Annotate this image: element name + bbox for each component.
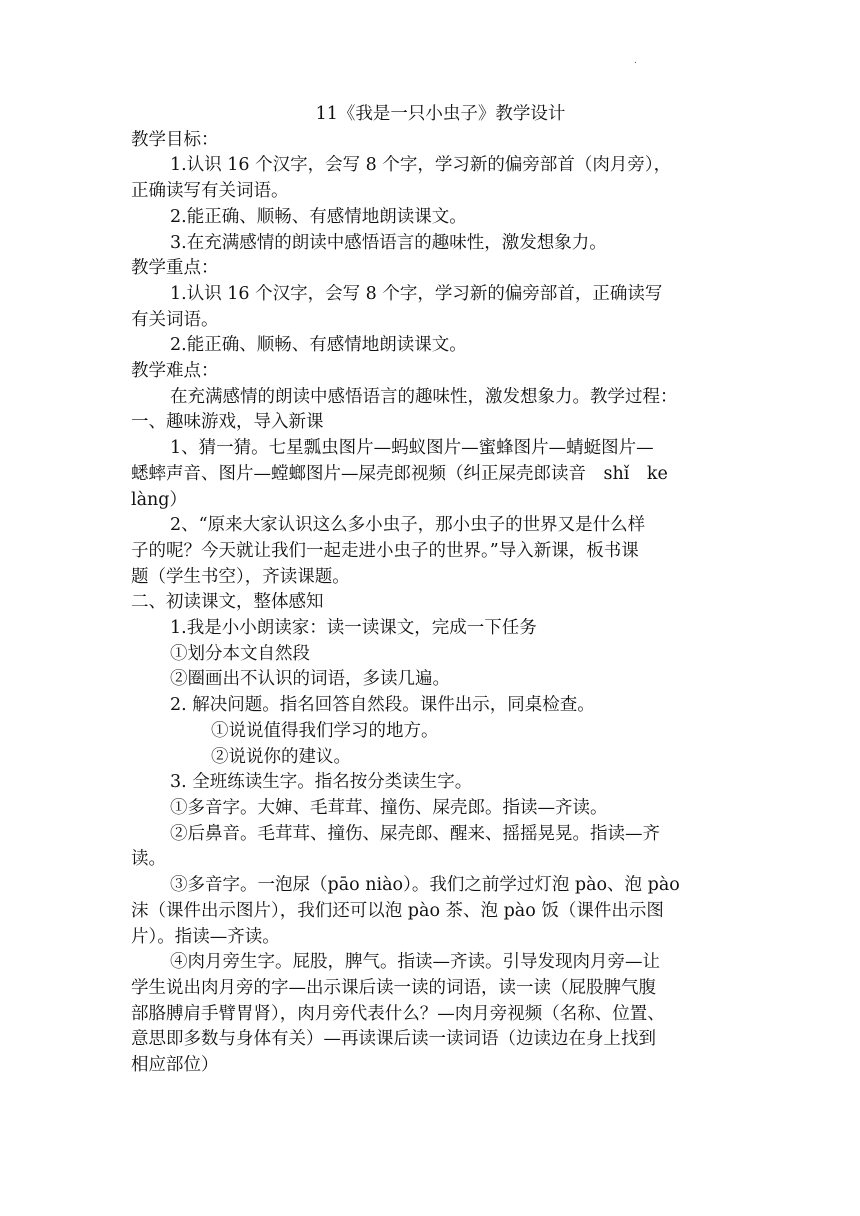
step-1-item-1: 1、猜一猜。七星瓢虫图片—蚂蚁图片—蜜蜂图片—蜻蜓图片—	[170, 438, 654, 459]
step-1-item-2-continued: 子的呢？今天就让我们一起走进小虫子的世界。”导入新课，板书课	[131, 540, 639, 561]
step-2-task-1: 1.我是小小朗读家：读一读课文，完成一下任务	[170, 618, 537, 639]
step-2-task-3-d-continued-3: 意思即多数与身体有关）—再读课后读一读词语（边读边在身上找到	[131, 1029, 656, 1050]
step-2-heading: 二、初读课文，整体感知	[131, 592, 324, 613]
corner-mark: .	[634, 56, 637, 66]
objective-1: 1.认识 16 个汉字，会写 8 个字，学习新的偏旁部首（肉月旁），	[170, 155, 672, 176]
step-1-item-2-continued-2: 题（学生书空），齐读课题。	[131, 566, 350, 587]
step-2-task-1-b: ②圈画出不认识的词语，多读几遍。	[170, 669, 450, 690]
section-heading-difficulties: 教学难点：	[131, 361, 219, 382]
step-2-task-3-c-continued-2: 片）。指读—齐读。	[131, 926, 280, 947]
step-2-task-3-d: ④肉月旁生字。屁股，脾气。指读—齐读。引导发现肉月旁—让	[170, 952, 660, 973]
step-2-task-3-b-continued: 读。	[131, 849, 166, 870]
step-2-task-3-c: ③多音字。一泡尿（pāo niào）。我们之前学过灯泡 pào、泡 pào	[170, 875, 680, 896]
objective-3: 3.在充满感情的朗读中感悟语言的趣味性，激发想象力。	[170, 232, 607, 253]
section-heading-key-points: 教学重点：	[131, 258, 219, 279]
document-title: 11《我是一只小虫子》教学设计	[315, 104, 566, 124]
objective-2: 2.能正确、顺畅、有感情地朗读课文。	[170, 206, 467, 227]
step-2-task-3-c-continued: 沫（课件出示图片），我们还可以泡 pào 茶、泡 pào 饭（课件出示图	[131, 900, 664, 921]
step-1-item-1-continued: 蟋蟀声音、图片—螳螂图片—屎壳郎视频（纠正屎壳郎读音 shǐ ke	[131, 463, 668, 484]
step-2-task-3-d-continued-4: 相应部位）	[131, 1055, 219, 1076]
step-1-heading: 一、趣味游戏，导入新课	[131, 412, 324, 433]
step-1-item-1-continued-2: làng）	[131, 489, 188, 510]
step-2-task-3-a: ①多音字。大婶、毛茸茸、撞伤、屎壳郎。指读—齐读。	[170, 797, 608, 818]
document-body	[131, 102, 732, 1079]
difficulty-text: 在充满感情的朗读中感悟语言的趣味性，激发想象力。教学过程：	[170, 386, 678, 407]
key-point-1: 1.认识 16 个汉字，会写 8 个字，学习新的偏旁部首，正确读写	[170, 283, 663, 304]
section-heading-objectives: 教学目标：	[131, 129, 219, 150]
step-2-task-3-d-continued: 学生说出肉月旁的字—出示课后读一读的词语，读一读（屁股脾气腹	[131, 977, 656, 998]
objective-1-continued: 正确读写有关词语。	[131, 181, 289, 202]
step-2-task-2-b: ②说说你的建议。	[211, 746, 351, 767]
step-1-item-2: 2、“原来大家认识这么多小虫子，那小虫子的世界又是什么样	[170, 515, 646, 536]
step-2-task-3-b: ②后鼻音。毛茸茸、撞伤、屎壳郎、醒来、摇摇晃晃。指读—齐	[170, 823, 660, 844]
step-2-task-3-d-continued-2: 部胳膊肩手臂胃肾），肉月旁代表什么？—肉月旁视频（名称、位置、	[131, 1003, 665, 1024]
step-2-task-2: 2. 解决问题。指名回答自然段。课件出示，同桌检查。	[170, 695, 595, 716]
step-2-task-3: 3. 全班练读生字。指名按分类读生字。	[170, 772, 473, 793]
step-2-task-2-a: ①说说值得我们学习的地方。	[211, 720, 439, 741]
step-2-task-1-a: ①划分本文自然段	[170, 643, 310, 664]
key-point-1-continued: 有关词语。	[131, 309, 219, 330]
key-point-2: 2.能正确、顺畅、有感情地朗读课文。	[170, 335, 467, 356]
